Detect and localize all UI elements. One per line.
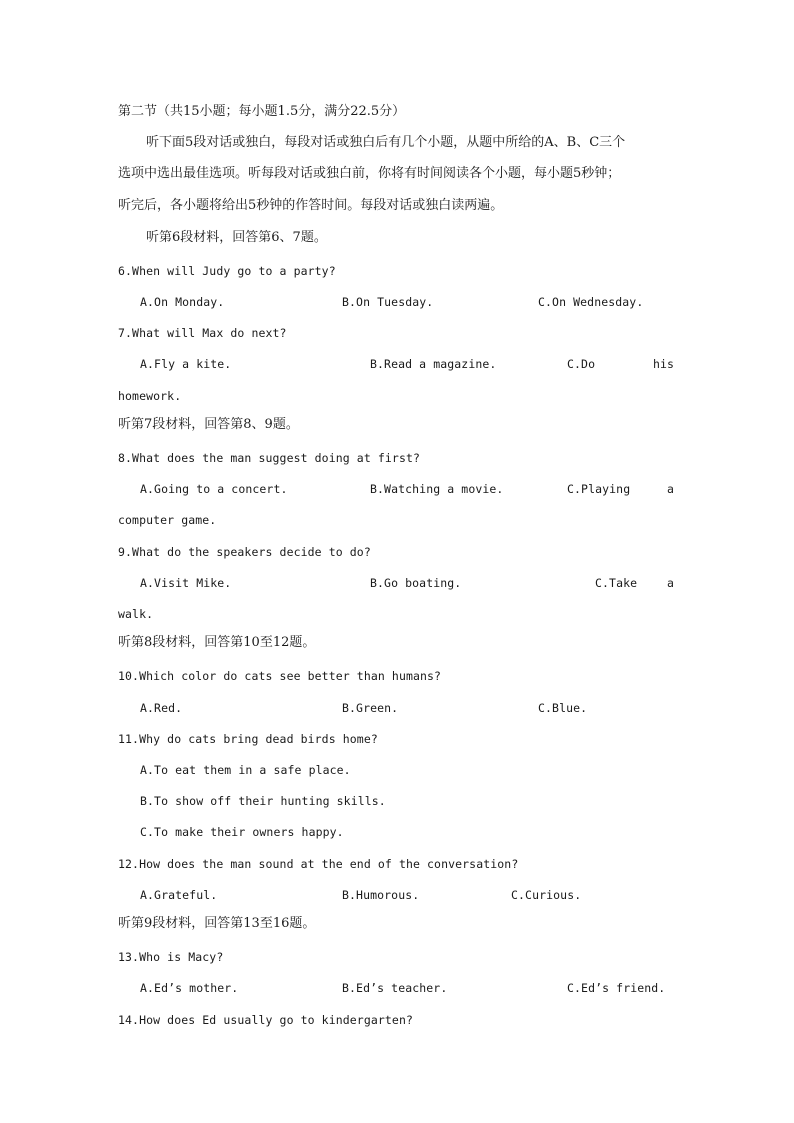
question-7-option-c-part2: his bbox=[653, 357, 675, 371]
question-9-option-c-part1: C.Take bbox=[595, 576, 638, 590]
question-10-stem: 10.Which color do cats see better than humans? bbox=[118, 669, 442, 683]
group-7-heading: 听第7段材料，回答第8、9题。 bbox=[118, 417, 299, 432]
question-12-option-b: B.Humorous. bbox=[342, 888, 420, 902]
group-9-heading: 听第9段材料，回答第13至16题。 bbox=[118, 916, 316, 931]
question-8-option-a: A.Going to a concert. bbox=[140, 482, 288, 496]
question-12-option-c: C.Curious. bbox=[511, 888, 582, 902]
question-8-option-b: B.Watching a movie. bbox=[370, 482, 504, 496]
question-13-option-a: A.Ed’s mother. bbox=[140, 981, 239, 995]
question-7-stem: 7.What will Max do next? bbox=[118, 326, 287, 340]
question-8-option-c-part3: computer game. bbox=[118, 513, 217, 527]
question-13-option-b: B.Ed’s teacher. bbox=[342, 981, 448, 995]
question-9-stem: 9.What do the speakers decide to do? bbox=[118, 545, 371, 559]
group-8-heading: 听第8段材料，回答第10至12题。 bbox=[118, 635, 316, 650]
question-14-stem: 14.How does Ed usually go to kindergarten? bbox=[118, 1013, 413, 1027]
question-9-option-b: B.Go boating. bbox=[370, 576, 462, 590]
question-8-stem: 8.What does the man suggest doing at first? bbox=[118, 451, 421, 465]
question-11-option-a: A.To eat them in a safe place. bbox=[140, 763, 351, 777]
question-10-option-a: A.Red. bbox=[140, 701, 183, 715]
question-11-option-b: B.To show off their hunting skills. bbox=[140, 794, 386, 808]
question-6-option-a: A.On Monday. bbox=[140, 295, 225, 309]
question-11-stem: 11.Why do cats bring dead birds home? bbox=[118, 732, 378, 746]
question-8-option-c-part1: C.Playing bbox=[567, 482, 631, 496]
question-11-option-c: C.To make their owners happy. bbox=[140, 825, 344, 839]
question-13-option-c: C.Ed’s friend. bbox=[567, 981, 666, 995]
question-6-option-c: C.On Wednesday. bbox=[538, 295, 644, 309]
question-7-option-c-part3: homework. bbox=[118, 389, 182, 403]
question-8-option-c-part2: a bbox=[667, 482, 675, 496]
question-9-option-c-part3: walk. bbox=[118, 607, 154, 621]
question-7-option-b: B.Read a magazine. bbox=[370, 357, 497, 371]
question-13-stem: 13.Who is Macy? bbox=[118, 950, 224, 964]
question-10-option-b: B.Green. bbox=[342, 701, 399, 715]
question-6-stem: 6.When will Judy go to a party? bbox=[118, 264, 336, 278]
instruction-line-2: 选项中选出最佳选项。听每段对话或独白前，你将有时间阅读各个小题，每小题5秒钟； bbox=[118, 166, 621, 181]
question-10-option-c: C.Blue. bbox=[538, 701, 588, 715]
question-12-stem: 12.How does the man sound at the end of the conversation? bbox=[118, 857, 519, 871]
instruction-line-1: 听下面5段对话或独白，每段对话或独白后有几个小题，从题中所给的A、B、C三个 bbox=[146, 135, 626, 150]
question-9-option-a: A.Visit Mike. bbox=[140, 576, 232, 590]
question-7-option-a: A.Fly a kite. bbox=[140, 357, 232, 371]
question-7-option-c-part1: C.Do bbox=[567, 357, 596, 371]
question-6-option-b: B.On Tuesday. bbox=[342, 295, 434, 309]
section-title: 第二节（共15小题；每小题1.5分，满分22.5分） bbox=[118, 104, 406, 119]
question-12-option-a: A.Grateful. bbox=[140, 888, 218, 902]
question-9-option-c-part2: a bbox=[667, 576, 675, 590]
group-6-heading: 听第6段材料，回答第6、7题。 bbox=[146, 230, 327, 245]
instruction-line-3: 听完后，各小题将给出5秒钟的作答时间。每段对话或独白读两遍。 bbox=[118, 198, 504, 213]
